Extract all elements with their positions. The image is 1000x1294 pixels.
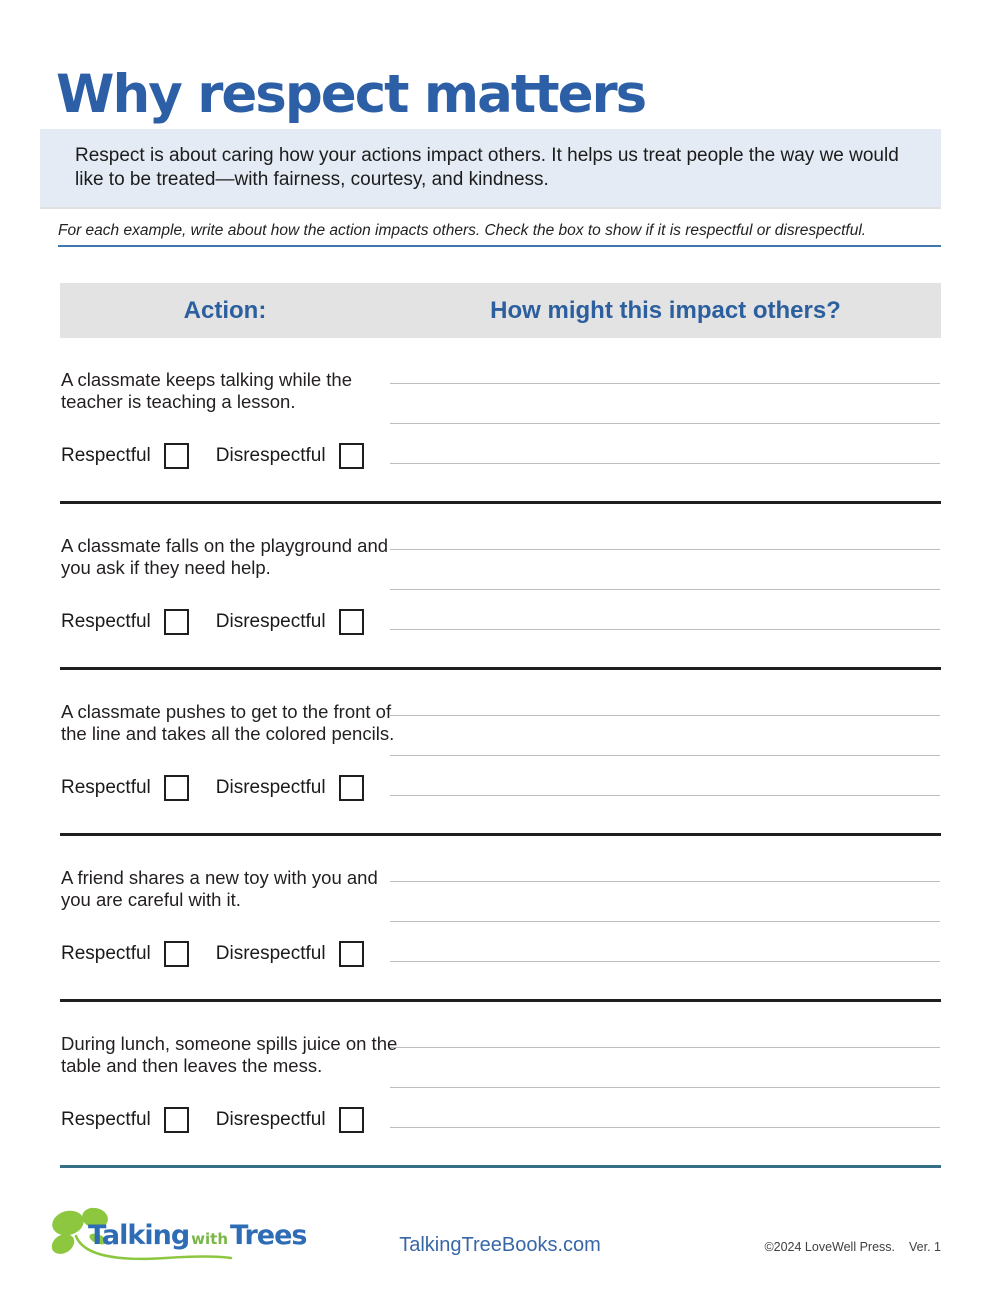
version-label: Ver. 1	[909, 1240, 941, 1254]
action-description: A classmate keeps talking while the teacher is teaching a lesson.	[61, 369, 353, 412]
answer-line[interactable]	[390, 1087, 940, 1088]
answer-line[interactable]	[390, 383, 940, 384]
respectful-checkbox[interactable]	[164, 609, 189, 635]
respectful-label: Respectful	[61, 777, 151, 798]
page-title: Why respect matters	[56, 64, 646, 125]
disrespectful-label: Disrespectful	[215, 943, 326, 964]
disrespectful-checkbox[interactable]	[339, 1107, 364, 1133]
answer-line[interactable]	[390, 961, 940, 962]
disrespectful-checkbox[interactable]	[339, 609, 364, 635]
answer-area	[390, 1002, 940, 1165]
checkbox-group	[61, 443, 364, 469]
answer-line[interactable]	[390, 881, 940, 882]
answer-line[interactable]	[390, 589, 940, 590]
answer-area	[390, 504, 940, 667]
action-description: A friend shares a new toy with you and you are careful with it.	[61, 867, 378, 910]
logo-word-with: with	[191, 1230, 229, 1248]
answer-line[interactable]	[390, 755, 940, 756]
checkbox-group	[61, 1107, 364, 1133]
disrespectful-label: Disrespectful	[215, 1109, 326, 1130]
answer-line[interactable]	[390, 1127, 940, 1128]
worksheet-row-5	[60, 1002, 941, 1168]
copyright-text	[764, 1240, 941, 1254]
answer-line[interactable]	[390, 549, 940, 550]
disrespectful-checkbox[interactable]	[339, 941, 364, 967]
answer-line[interactable]	[390, 795, 940, 796]
respectful-label: Respectful	[61, 943, 151, 964]
answer-area	[390, 338, 940, 501]
table-header	[60, 283, 941, 338]
answer-line[interactable]	[390, 463, 940, 464]
respectful-checkbox[interactable]	[164, 443, 189, 469]
respectful-label: Respectful	[61, 1109, 151, 1130]
worksheet-row-3	[60, 670, 941, 836]
intro-banner	[40, 129, 941, 209]
instruction-text: For each example, write about how the action impacts others. Check the box to show if it is respectful or disrespectful.	[58, 222, 941, 247]
worksheet-row-2	[60, 504, 941, 670]
disrespectful-checkbox[interactable]	[339, 775, 364, 801]
answer-area	[390, 836, 940, 999]
disrespectful-label: Disrespectful	[215, 611, 326, 632]
answer-line[interactable]	[390, 1047, 940, 1048]
logo-word-trees: Trees	[230, 1220, 307, 1251]
respectful-checkbox[interactable]	[164, 775, 189, 801]
copyright-publisher: ©2024 LoveWell Press.	[764, 1240, 896, 1254]
answer-line[interactable]	[390, 715, 940, 716]
answer-line[interactable]	[390, 921, 940, 922]
respectful-label: Respectful	[61, 445, 151, 466]
answer-area	[390, 670, 940, 833]
action-description: A classmate falls on the playground and you ask if they need help.	[61, 535, 389, 578]
page-footer	[0, 1204, 1000, 1284]
answer-line[interactable]	[390, 423, 940, 424]
respectful-checkbox[interactable]	[164, 941, 189, 967]
answer-line[interactable]	[390, 629, 940, 630]
website-link[interactable]: TalkingTreeBooks.com	[399, 1234, 601, 1256]
worksheet-rows	[60, 338, 941, 1168]
worksheet-row-1	[60, 338, 941, 504]
column-header-impact: How might this impact others?	[490, 296, 841, 324]
checkbox-group	[61, 609, 364, 635]
worksheet-row-4	[60, 836, 941, 1002]
disrespectful-label: Disrespectful	[215, 777, 326, 798]
respectful-label: Respectful	[61, 611, 151, 632]
disrespectful-checkbox[interactable]	[339, 443, 364, 469]
action-description: A classmate pushes to get to the front of the line and takes all the colored pencils.	[61, 701, 395, 744]
column-header-action: Action:	[183, 296, 267, 324]
checkbox-group	[61, 775, 364, 801]
action-description: During lunch, someone spills juice on the table and then leaves the mess.	[61, 1033, 398, 1076]
intro-text: Respect is about caring how your actions impact others. It helps us treat people the way we would like to be treated—with fairness, courtesy, and kindness.	[75, 145, 899, 190]
checkbox-group	[61, 941, 364, 967]
respectful-checkbox[interactable]	[164, 1107, 189, 1133]
logo-word-talking: Talking	[88, 1220, 190, 1251]
disrespectful-label: Disrespectful	[215, 445, 326, 466]
